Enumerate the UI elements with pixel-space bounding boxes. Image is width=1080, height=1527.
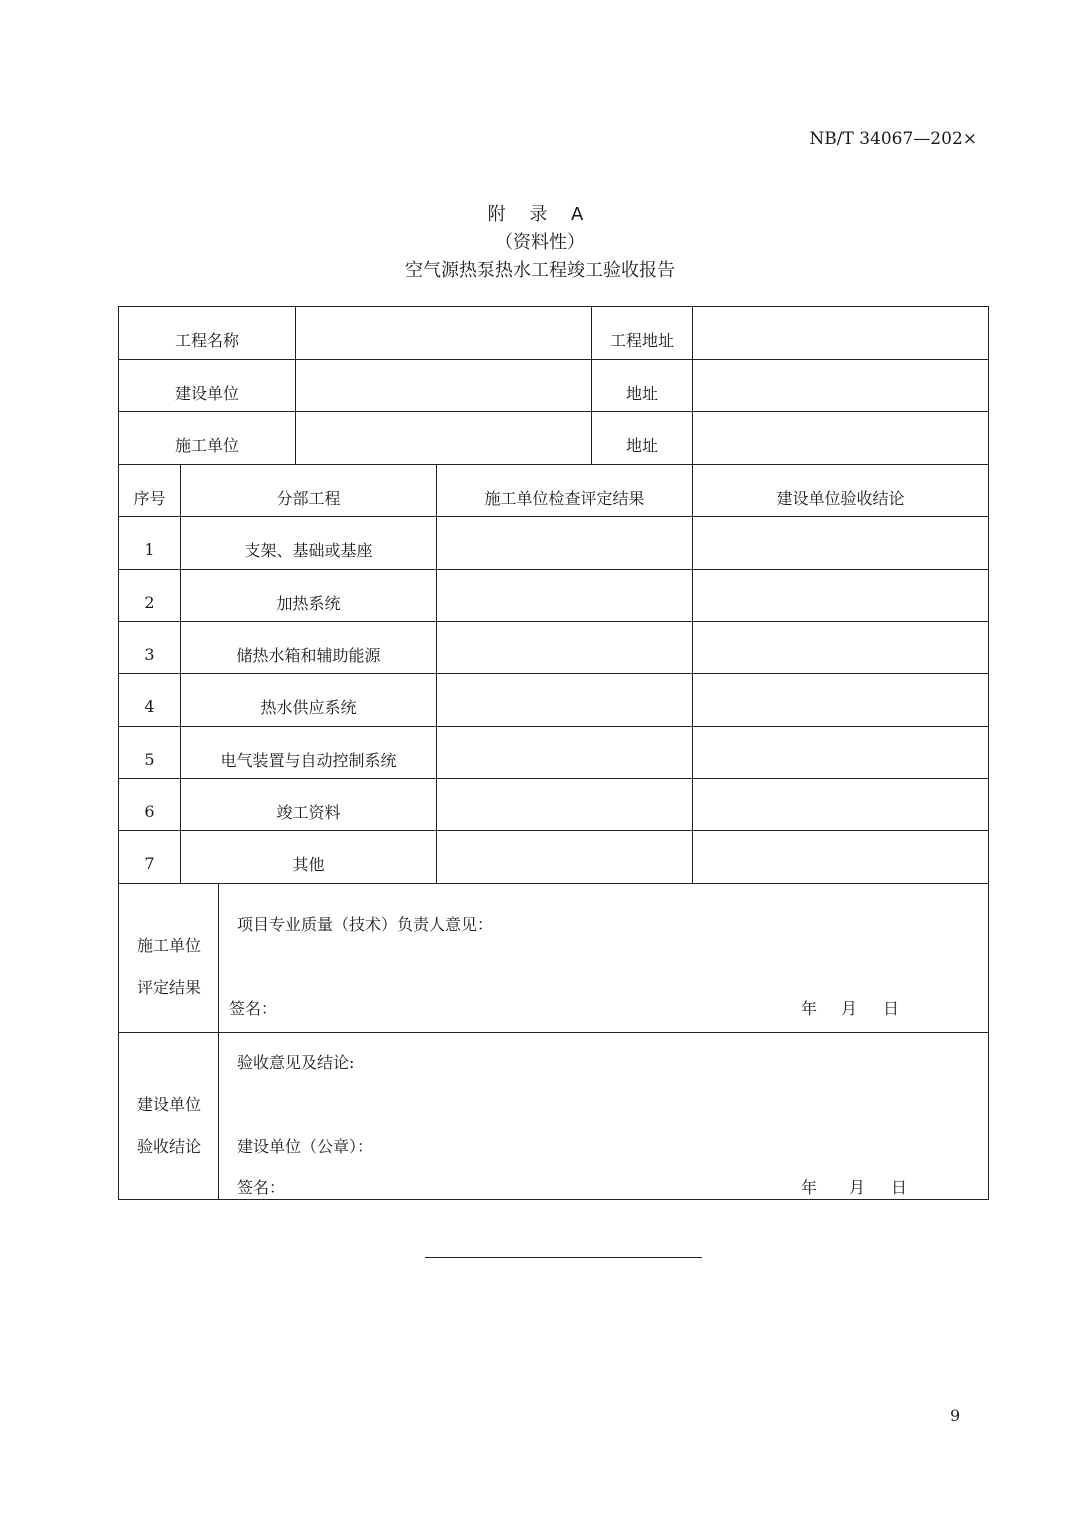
row-item: 储热水箱和辅助能源 <box>236 645 381 665</box>
acceptance-report-form <box>118 306 989 1200</box>
row-no: 2 <box>144 592 155 612</box>
owner-accept-seal: 建设单位（公章）： <box>237 1137 374 1156</box>
owner-accept-month: 月 <box>849 1178 866 1197</box>
construction-unit-label: 建设单位 <box>174 383 239 403</box>
table-header-builder-result: 施工单位检查评定结果 <box>484 488 645 508</box>
builder-eval-month: 月 <box>841 999 858 1018</box>
end-rule <box>425 1257 702 1258</box>
row-no: 5 <box>144 749 155 769</box>
builder-eval-day: 日 <box>883 999 900 1018</box>
owner-accept-day: 日 <box>891 1178 908 1197</box>
table-header-item: 分部工程 <box>276 488 341 508</box>
report-title: 空气源热泵热水工程竣工验收报告 <box>405 260 675 281</box>
owner-accept-year: 年 <box>801 1178 818 1197</box>
project-address-label: 工程地址 <box>609 330 674 350</box>
row-no: 1 <box>144 539 155 559</box>
col-divider <box>218 883 219 1199</box>
row-item: 热水供应系统 <box>260 697 357 717</box>
owner-accept-label-1: 建设单位 <box>137 1095 202 1114</box>
builder-eval-label-2: 评定结果 <box>137 978 202 997</box>
row-no: 7 <box>144 853 155 873</box>
builder-eval-sign: 签名： <box>229 999 278 1018</box>
row-no: 3 <box>144 644 155 664</box>
address-label: 地址 <box>625 383 658 403</box>
project-name-label: 工程名称 <box>174 330 239 350</box>
row-item: 其他 <box>292 854 325 874</box>
row-item: 竣工资料 <box>276 802 341 822</box>
builder-eval-year: 年 <box>801 999 818 1018</box>
owner-accept-label-2: 验收结论 <box>137 1137 202 1156</box>
owner-accept-sign: 签名： <box>237 1178 286 1197</box>
address-label: 地址 <box>625 435 658 455</box>
row-no: 6 <box>144 801 155 821</box>
standard-code: NB/T 34067—202× <box>809 129 977 149</box>
row-item: 支架、基础或基座 <box>244 540 373 560</box>
row-item: 电气装置与自动控制系统 <box>220 750 397 770</box>
appendix-label: 附 录 A <box>487 204 593 225</box>
col-divider <box>692 307 693 464</box>
row-divider <box>119 1032 988 1033</box>
col-divider <box>295 307 296 464</box>
row-item: 加热系统 <box>276 593 341 613</box>
builder-eval-opinion: 项目专业质量（技术）负责人意见： <box>237 915 494 934</box>
table-header-no: 序号 <box>133 488 166 508</box>
builder-eval-label-1: 施工单位 <box>137 936 202 955</box>
owner-accept-opinion: 验收意见及结论: <box>237 1053 355 1072</box>
builder-unit-label: 施工单位 <box>174 435 239 455</box>
page-number: 9 <box>950 1406 961 1425</box>
table-header-owner-conclusion: 建设单位验收结论 <box>776 488 905 508</box>
appendix-nature: （资料性） <box>495 232 585 253</box>
row-no: 4 <box>144 696 155 716</box>
